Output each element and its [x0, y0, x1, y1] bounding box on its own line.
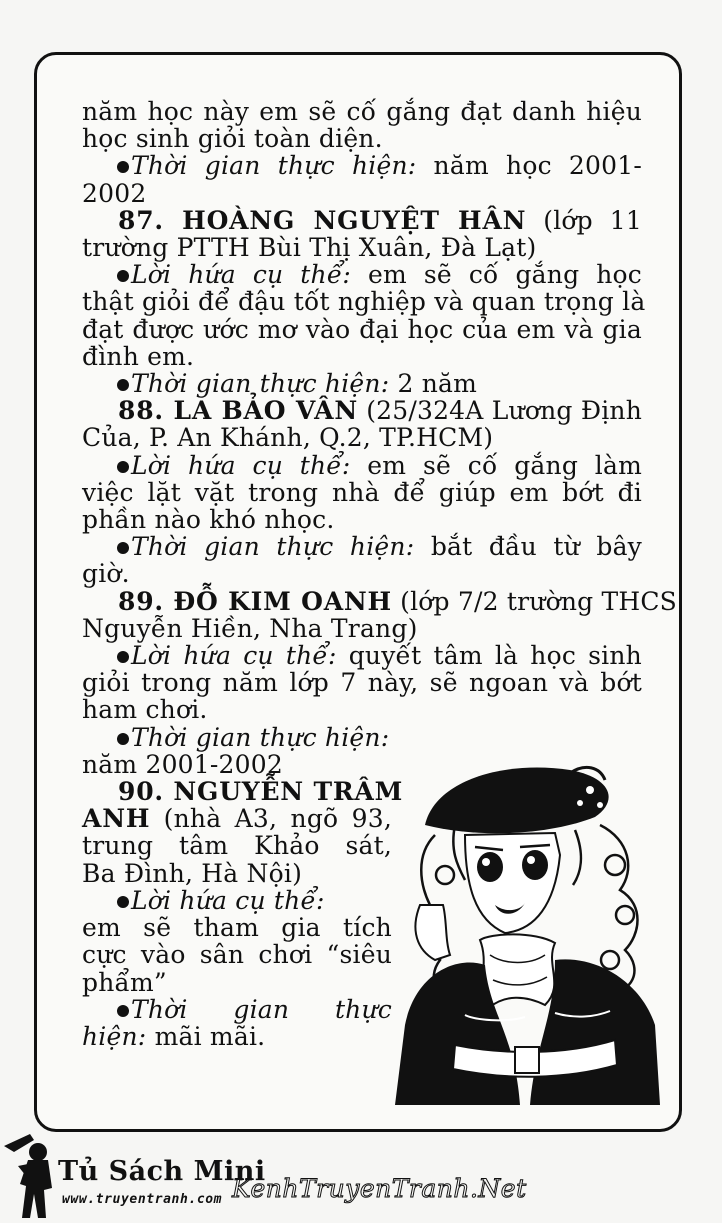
- entry-90-heading-cont: [82, 805, 392, 832]
- time-text: mãi mãi.: [154, 1021, 266, 1051]
- entry-90-heading: [82, 777, 404, 807]
- time-line: [82, 996, 392, 1023]
- promise-line: [82, 452, 642, 479]
- promise-cont: ham chơi.: [82, 695, 208, 725]
- entry-address-cont: Ba Đình, Hà Nội): [82, 858, 303, 888]
- footer-branding: [0, 1120, 722, 1223]
- promise-text: quyết tâm là học sinh: [348, 641, 642, 671]
- time-label: Thời gian thực hiện:: [131, 532, 415, 562]
- bullet-icon: [117, 651, 129, 663]
- brand-name: Tủ Sách Mini: [58, 1156, 266, 1187]
- entry-87-heading: [82, 207, 642, 234]
- entry-name: 88. LA BẢO VÂN: [118, 396, 358, 426]
- promise-line: [82, 261, 642, 288]
- bullet-icon: [117, 542, 129, 554]
- watermark-text: KenhTruyenTranh.Net: [232, 1174, 527, 1203]
- bullet-icon: [117, 733, 129, 745]
- time-line: [82, 370, 642, 397]
- text-line: học sinh giỏi toàn diện.: [82, 124, 383, 154]
- bullet-icon: [117, 379, 129, 391]
- bullet-icon: [117, 161, 129, 173]
- bullet-icon: [117, 896, 129, 908]
- promise-cont: thật giỏi để đậu tốt nghiệp và quan trọng là: [82, 287, 646, 317]
- promise-line: [82, 887, 392, 914]
- entry-address-cont: Của, P. An Khánh, Q.2, TP.HCM): [82, 423, 494, 453]
- entry-name-cont: ANH: [82, 804, 151, 834]
- promise-cont: đạt được ước mơ vào đại học của em và gia: [82, 314, 642, 344]
- entry-address-cont: trung tâm Khảo sát,: [82, 831, 392, 861]
- entry-address-cont: trường PTTH Bùi Thị Xuân, Đà Lạt): [82, 233, 537, 263]
- time-cont: giờ.: [82, 559, 130, 589]
- time-cont: [82, 1023, 392, 1050]
- time-label-cont: hiện:: [82, 1021, 147, 1051]
- time-text: năm học 2001-: [433, 151, 642, 181]
- promise-label: Lời hứa cụ thể:: [131, 450, 351, 480]
- text-line: năm học này em sẽ cố gắng đạt danh hiệu: [82, 97, 642, 126]
- brand-url: www.truyentranh.com: [62, 1192, 223, 1207]
- entry-name: 89. ĐỖ KIM OANH: [118, 586, 392, 616]
- time-line: [82, 152, 642, 179]
- entry-89-heading: [82, 586, 678, 616]
- time-label: Thời gian thực hiện:: [131, 369, 390, 399]
- entry-name: 90. NGUYỄN TRÂM: [118, 777, 404, 807]
- bullet-icon: [117, 461, 129, 473]
- promise-cont: phẩm”: [82, 967, 167, 997]
- promise-line: [82, 642, 642, 669]
- bullet-icon: [117, 270, 129, 282]
- promise-cont: phần nào khó nhọc.: [82, 505, 335, 535]
- entry-address: (lớp 11: [543, 205, 643, 235]
- promise-cont: giỏi trong năm lớp 7 này, sẽ ngoan và bớt: [82, 668, 642, 698]
- promise-cont: việc lặt vặt trong nhà để giúp em bớt đi: [82, 477, 642, 507]
- entry-address-cont: Nguyễn Hiền, Nha Trang): [82, 613, 418, 643]
- time-line: [82, 533, 642, 560]
- entry-88-heading: [82, 397, 642, 424]
- promise-text: em sẽ cố gắng học: [368, 260, 642, 290]
- promise-text: em sẽ cố gắng làm: [367, 450, 643, 480]
- time-line: [82, 724, 642, 751]
- entry-address: (lớp 7/2 trường THCS: [400, 586, 678, 616]
- time-label: Thời gian thực hiện:: [131, 151, 417, 181]
- promise-cont: cực vào sân chơi “siêu: [82, 940, 392, 970]
- time-cont: năm 2001-2002: [82, 749, 283, 779]
- time-cont: 2002: [82, 178, 147, 208]
- promise-cont: đình em.: [82, 341, 195, 371]
- bullet-icon: [117, 1005, 129, 1017]
- time-text: 2 năm: [397, 369, 478, 399]
- ninja-logo-icon: [0, 1126, 60, 1222]
- time-label: Thời gian thực: [131, 994, 392, 1024]
- entry-name: 87. HOÀNG NGUYỆT HÂN: [118, 205, 527, 235]
- time-label: Thời gian thực hiện:: [131, 722, 390, 752]
- promise-label: Lời hứa cụ thể:: [131, 641, 337, 671]
- manga-girl-illustration: [395, 755, 660, 1105]
- promise-label: Lời hứa cụ thể:: [131, 885, 325, 915]
- promise-label: Lời hứa cụ thể:: [131, 260, 352, 290]
- entry-address: (nhà A3, ngõ 93,: [163, 804, 392, 834]
- time-text: bắt đầu từ bây: [430, 532, 642, 562]
- promise-cont: em sẽ tham gia tích: [82, 913, 392, 943]
- entry-address: (25/324A Lương Định: [366, 396, 642, 426]
